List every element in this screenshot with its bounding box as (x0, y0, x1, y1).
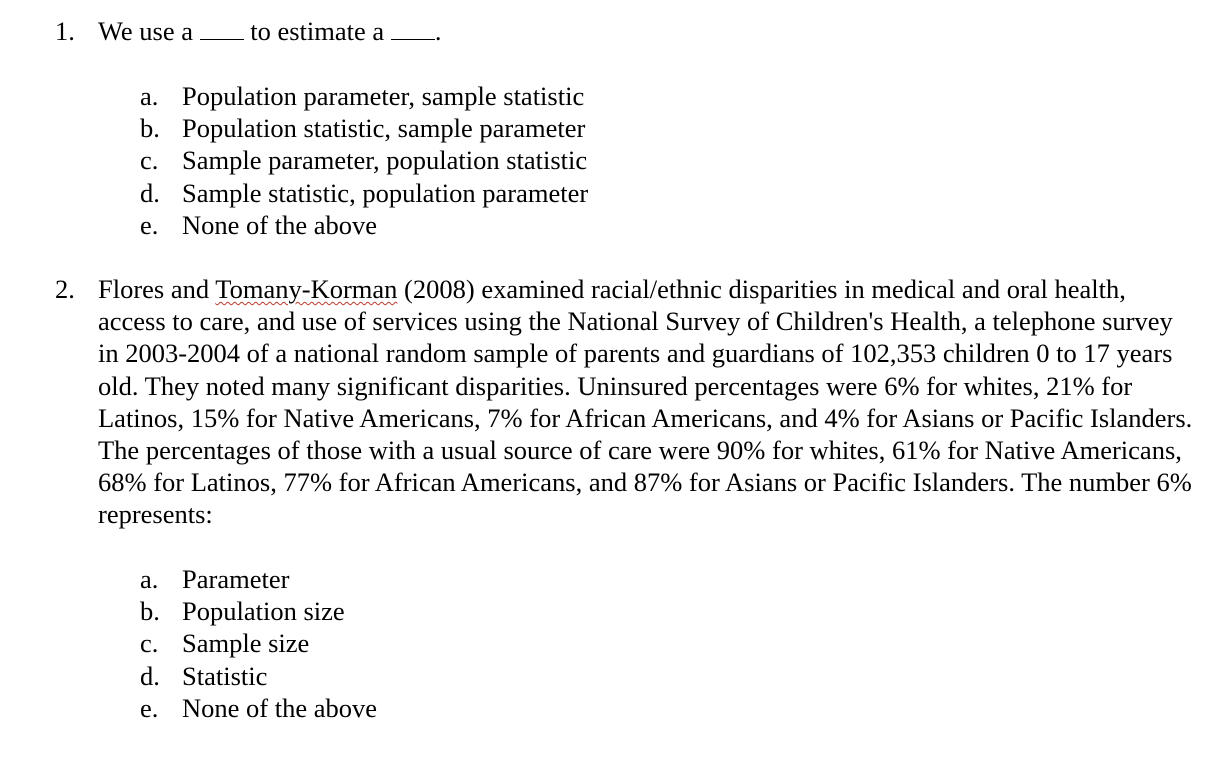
option-letter: c. (140, 145, 159, 176)
option-letter: c. (140, 628, 159, 659)
option-text: None of the above (182, 692, 377, 723)
answer-option-a (0, 563, 700, 595)
question-stem (98, 15, 1198, 47)
option-letter: e. (140, 692, 159, 723)
option-text: Statistic (182, 660, 268, 691)
option-letter: a. (140, 81, 159, 111)
stem-part: We use a (98, 16, 193, 46)
answer-blank (391, 15, 435, 40)
option-letter: d. (140, 660, 160, 691)
option-text: Sample statistic, population parameter (182, 177, 589, 208)
answer-option-b (0, 595, 700, 627)
answer-option-c (0, 144, 700, 176)
option-text: Population parameter, sample statistic (182, 81, 585, 111)
stem-part: . (434, 16, 442, 46)
option-text: Sample parameter, population statistic (182, 145, 588, 176)
answer-option-e (0, 692, 700, 724)
answer-options (0, 80, 700, 241)
answer-option-d (0, 660, 700, 692)
option-letter: d. (140, 177, 160, 208)
answer-option-b (0, 112, 700, 144)
question-stem (98, 273, 1198, 531)
option-text: Population statistic, sample parameter (182, 113, 586, 144)
question-number: 1. (55, 16, 75, 46)
option-text: Parameter (182, 564, 290, 594)
answer-blank (200, 15, 244, 40)
answer-option-d (0, 177, 700, 209)
answer-options (0, 563, 700, 724)
stem-part: to estimate a (250, 16, 385, 46)
option-letter: b. (140, 113, 160, 144)
option-text: Sample size (182, 628, 310, 659)
answer-option-a (0, 80, 700, 112)
answer-option-c (0, 627, 700, 659)
spellcheck-word[interactable]: Tomany-Korman (215, 274, 398, 304)
question-number: 2. (55, 274, 75, 304)
answer-option-e (0, 209, 700, 241)
option-letter: a. (140, 564, 159, 594)
option-text: None of the above (182, 209, 377, 240)
option-letter: b. (140, 596, 160, 627)
option-text: Population size (182, 596, 345, 627)
stem-part: (2008) examined racial/ethnic disparities in medical and oral health, access to care, and use of services using the National Survey of Children's Health, a telephone survey in 2003-2004 of a national random sample of parents and guardians of 102,353 children 0 to 17 years old. They noted many significant disparities. Uninsured percentages were 6% for whites, 21% for Latinos, 15% for Native Americans, 7% for African Americans, and 4% for Asians or Pacific Islanders. The percentages of those with a usual source of care were 90% for whites, 61% for Native Americans, 68% for Latinos, 77% for African Americans, and 87% for Asians or Pacific Islanders. The number 6% represents: (98, 274, 1193, 530)
stem-part: Flores and (98, 274, 210, 304)
option-letter: e. (140, 209, 159, 240)
